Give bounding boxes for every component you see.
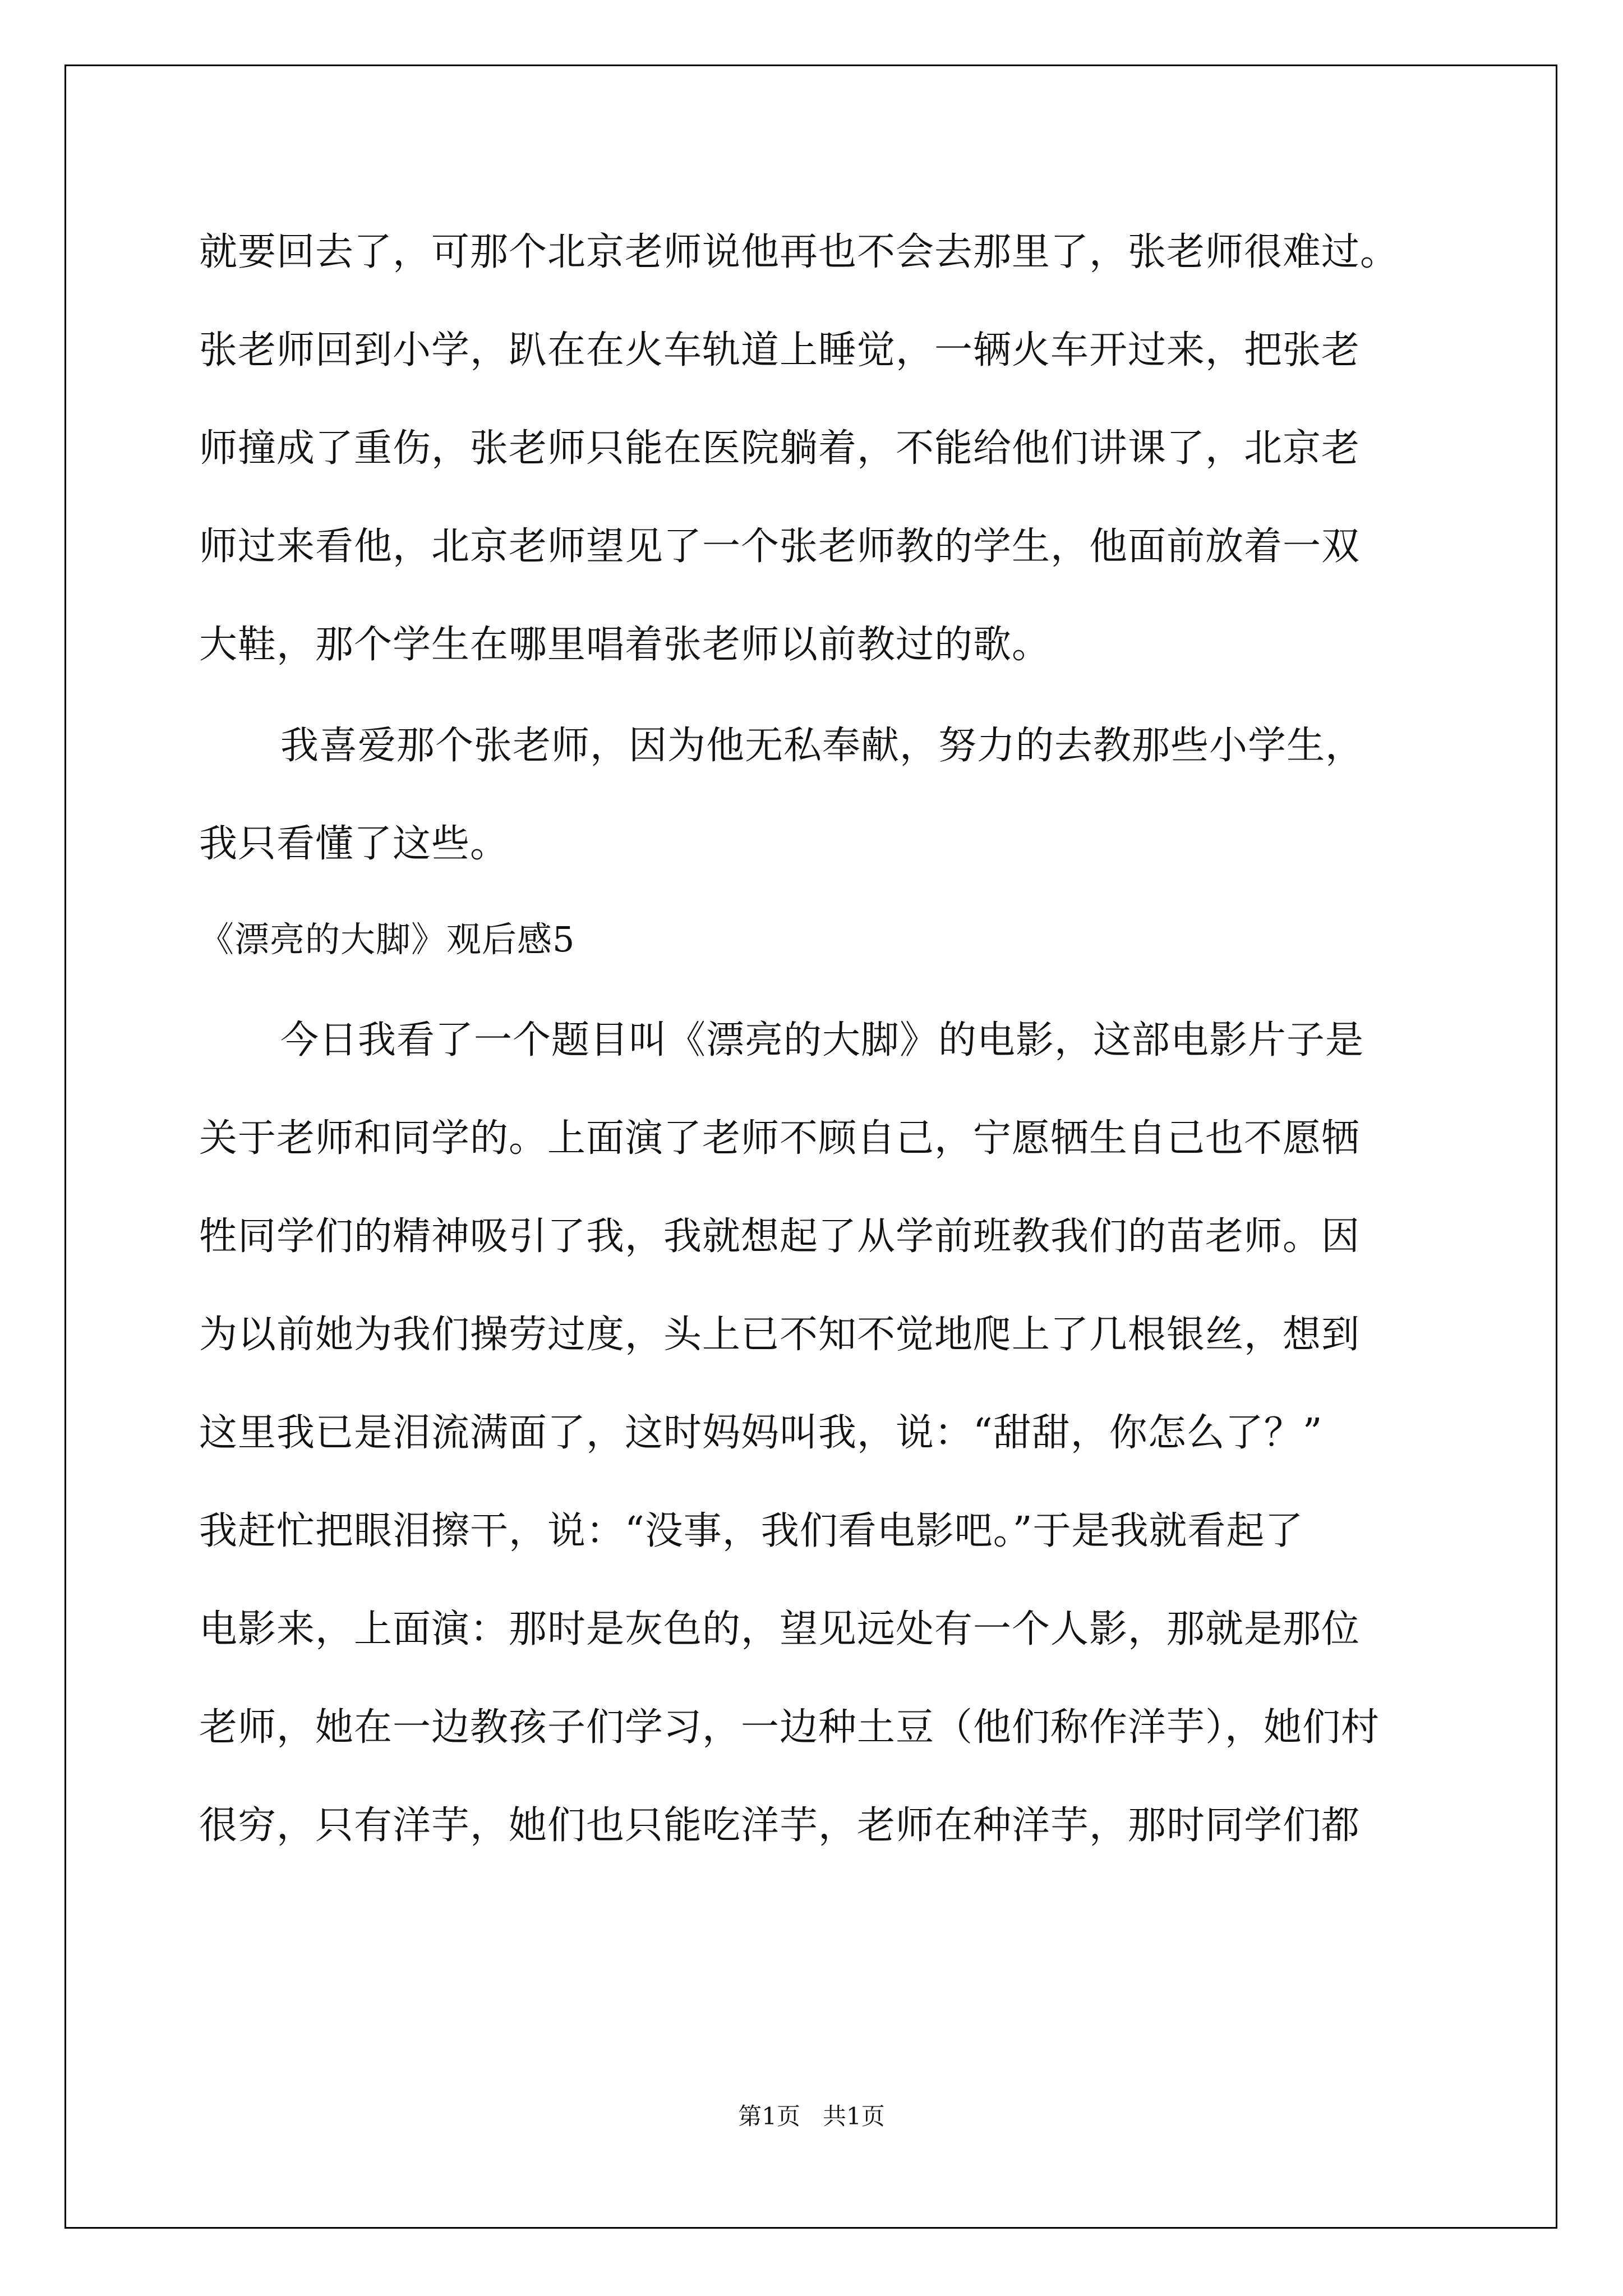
text-line: 这里我已是泪流满面了，这时妈妈叫我，说：“甜甜，你怎么了？”: [199, 1411, 1323, 1455]
text-line: 老师，她在一边教孩子们学习，一边种土豆（他们称作洋芋），她们村: [199, 1705, 1380, 1750]
text-line: 师撞成了重伤，张老师只能在医院躺着，不能给他们讲课了，北京老: [199, 426, 1361, 471]
text-line: 张老师回到小学，趴在在火车轨道上睡觉，一辆火车开过来，把张老: [199, 328, 1361, 372]
text-line: 我赶忙把眼泪擦干，说：“没事，我们看电影吧。”于是我就看起了: [199, 1509, 1304, 1553]
text-line: 关于老师和同学的。上面演了老师不顾自己，宁愿牺生自己也不愿牺: [199, 1116, 1361, 1161]
text-line: 大鞋，那个学生在哪里唱着张老师以前教过的歌。: [199, 623, 1051, 667]
paragraph-first-line: 今日我看了一个题目叫《漂亮的大脚》的电影，这部电影片子是: [280, 1018, 1364, 1062]
text-line: 我只看懂了这些。: [199, 822, 509, 866]
text-line: 电影来，上面演：那时是灰色的，望见远处有一个人影，那就是那位: [199, 1607, 1361, 1651]
section-heading: 《漂亮的大脚》观后感5: [199, 919, 575, 960]
text-line: 师过来看他，北京老师望见了一个张老师教的学生，他面前放着一双: [199, 524, 1361, 569]
paragraph-first-line: 我喜爱那个张老师，因为他无私奉献，努力的去教那些小学生，: [280, 724, 1364, 768]
text-line: 为以前她为我们操劳过度，头上已不知不觉地爬上了几根银丝，想到: [199, 1313, 1361, 1357]
text-line: 牲同学们的精神吸引了我，我就想起了从学前班教我们的苗老师。因: [199, 1214, 1361, 1259]
text-line: 就要回去了，可那个北京老师说他再也不会去那里了，张老师很难过。: [199, 230, 1399, 274]
page-number-footer: 第1页 共1页: [738, 2102, 885, 2130]
text-line: 很穷，只有洋芋，她们也只能吃洋芋，老师在种洋芋，那时同学们都: [199, 1803, 1361, 1848]
